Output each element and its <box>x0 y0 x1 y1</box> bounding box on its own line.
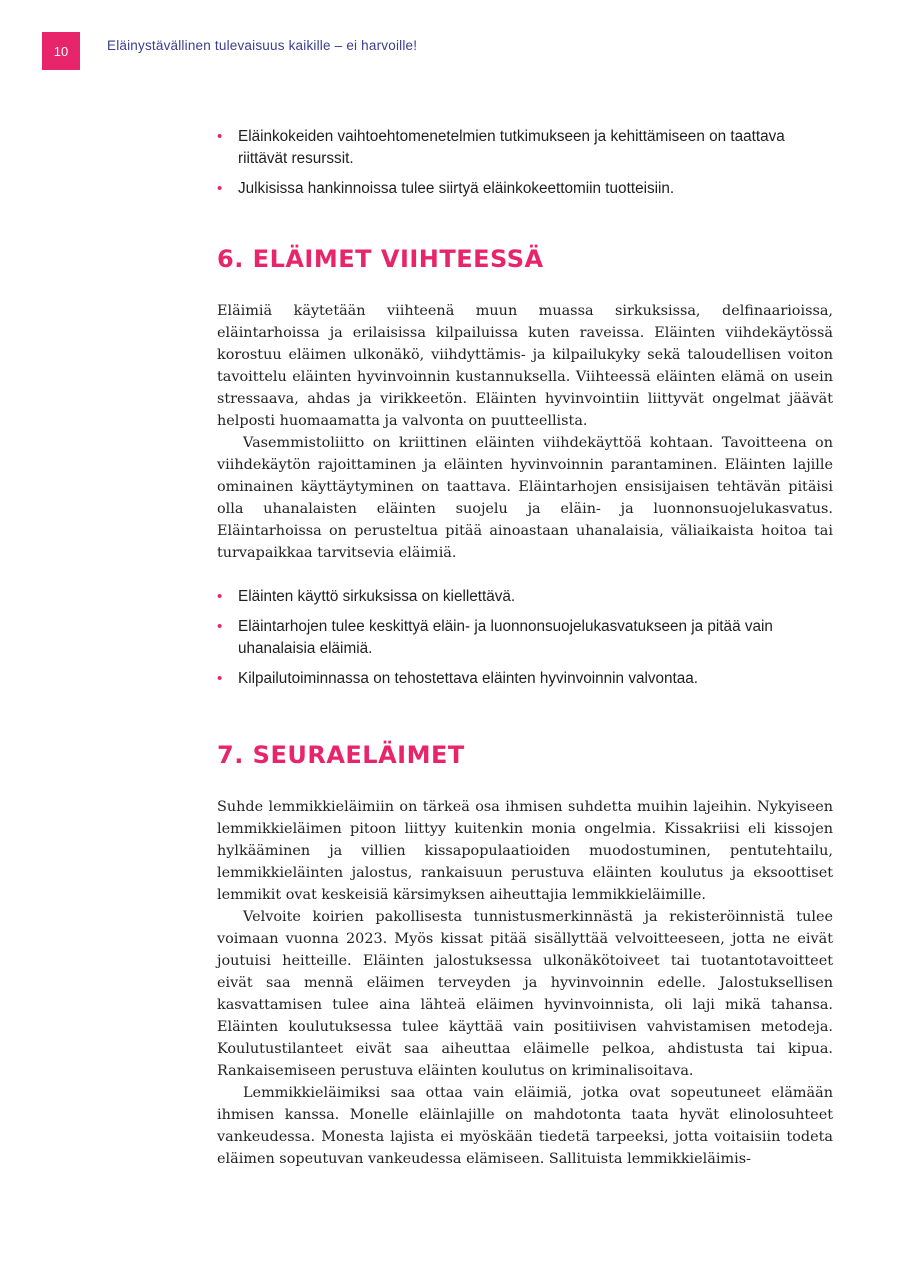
bullet-text: Eläinkokeiden vaihtoehtomenetelmien tutkimukseen ja kehittämiseen on taattava riittävät resurssit. <box>238 128 785 167</box>
bullet-text: Eläintarhojen tulee keskittyä eläin- ja luonnonsuojelukasvatukseen ja pitää vain uhanalaisia eläimiä. <box>238 618 773 657</box>
bullet-text: Eläinten käyttö sirkuksissa on kiellettävä. <box>238 588 516 605</box>
bullet-text: Kilpailutoiminnassa on tehostettava eläinten hyvinvoinnin valvontaa. <box>238 670 699 687</box>
bullet-icon: • <box>217 618 223 635</box>
paragraph: Suhde lemmikkieläimiin on tärkeä osa ihmisen suhdetta muihin lajeihin. Nykyiseen lemmikkieläimen pitoon liittyy kuitenkin monia ongelmia. Kissakriisi eli kissojen hylkääminen ja villien kissapopulaatioiden muodostuminen, pentutehtailu, lemmikkieläinten jalostus, rankaisuun perustuva eläinten koulutus ja eksoottiset lemmikit ovat keskeisiä kärsimyksen aiheuttajia lemmikkieläimille. <box>217 799 833 903</box>
section-heading-7: 7. SEURAELÄIMET <box>217 741 465 769</box>
list-item <box>217 586 833 608</box>
running-header: Eläinystävällinen tulevaisuus kaikille – ei harvoille! <box>107 38 418 53</box>
page-content <box>217 126 833 1170</box>
bullet-icon: • <box>217 128 223 145</box>
list-item <box>217 616 833 660</box>
section-heading-6: 6. ELÄIMET VIIHTEESSÄ <box>217 245 544 273</box>
bullet-list-top <box>217 126 833 200</box>
list-item <box>217 178 833 200</box>
section-7-body <box>217 796 833 1170</box>
paragraph: Vasemmistoliitto on kriittinen eläinten viihdekäyttöä kohtaan. Tavoitteena on viihdekäytön rajoittaminen ja eläinten hyvinvoinnin parantaminen. Eläinten lajille ominainen käyttäytyminen on taattava. Eläintarhojen ensisijaisen tehtävän pitäisi olla uhanalaisten eläinten suojelu ja eläin- ja luonnonsuojelukasvatus. Eläintarhoissa on perusteltua pitää ainoastaan uhanalaisia, väliaikaista hoitoa tai turvapaikkaa tarvitsevia eläimiä. <box>217 435 833 561</box>
section-6-body <box>217 300 833 564</box>
bullet-list-section-6 <box>217 586 833 690</box>
list-item <box>217 668 833 690</box>
bullet-icon: • <box>217 180 223 197</box>
list-item <box>217 126 833 170</box>
paragraph: Eläimiä käytetään viihteenä muun muassa sirkuksissa, delfinaarioissa, eläintarhoissa ja erilaisissa kilpailuissa kuten raveissa. Eläinten viihdekäytössä korostuu eläimen ulkonäkö, viihdyttämis- ja kilpailukyky sekä taloudellisen voiton tavoittelu eläinten hyvinvoinnin kustannuksella. Viihteessä eläinten elämä on usein stressaava, ahdas ja virikkeetön. Eläinten hyvinvointiin liittyvät ongelmat jäävät helposti huomaamatta ja valvonta on puutteellista. <box>217 303 833 429</box>
bullet-icon: • <box>217 588 223 605</box>
bullet-icon: • <box>217 670 223 687</box>
page-number: 10 <box>42 32 80 70</box>
paragraph: Lemmikkieläimiksi saa ottaa vain eläimiä, jotka ovat sopeutuneet elämään ihmisen kanssa. Monelle eläinlajille on mahdotonta taata hyvät elinolosuhteet vankeudessa. Monesta lajista ei myöskään tiedetä tarpeeksi, jotta voitaisiin todeta eläimen sopeutuvan vankeudessa elämiseen. Sallituista lemmikkieläimis- <box>217 1085 833 1167</box>
paragraph: Velvoite koirien pakollisesta tunnistusmerkinnästä ja rekisteröinnistä tulee voimaan vuonna 2023. Myös kissat pitää sisällyttää velvoitteeseen, jotta ne eivät joutuisi heitteille. Eläinten jalostuksessa ulkonäkötoiveet tai tuotantotavoitteet eivät saa mennä eläimen terveyden ja hyvinvoinnin edelle. Jalostuksellisen kasvattamisen tulee aina lähteä eläimen hyvinvoinnista, oli laji mikä tahansa. Eläinten koulutuksessa tulee käyttää vain positiivisen vahvistamisen metodeja. Koulutustilanteet eivät saa aiheuttaa eläimelle pelkoa, ahdistusta tai kipua. Rankaisemiseen perustuva eläinten koulutus on kriminalisoitava. <box>217 909 833 1079</box>
bullet-text: Julkisissa hankinnoissa tulee siirtyä eläinkokeettomiin tuotteisiin. <box>238 180 675 197</box>
